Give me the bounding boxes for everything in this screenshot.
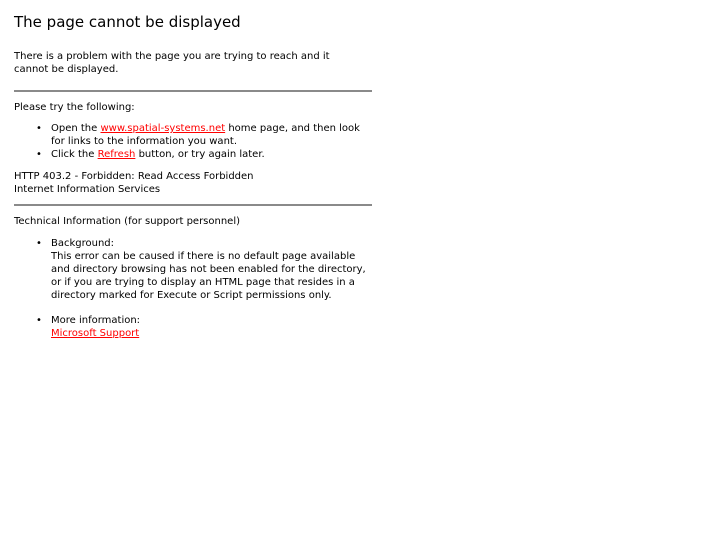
list-item bbox=[14, 237, 373, 302]
bullet-icon: • bbox=[36, 149, 42, 160]
background-label: Background: bbox=[51, 238, 115, 249]
refresh-link[interactable]: Refresh bbox=[97, 149, 136, 160]
bullet-icon: • bbox=[36, 238, 42, 249]
list-item bbox=[14, 148, 373, 161]
divider bbox=[14, 90, 372, 92]
list-item bbox=[14, 314, 373, 340]
microsoft-support-link[interactable]: Microsoft Support bbox=[51, 328, 140, 339]
error-code: HTTP 403.2 - Forbidden: Read Access Forbidden bbox=[14, 171, 254, 182]
intro-text: There is a problem with the page you are trying to reach and it cannot be displayed. bbox=[14, 51, 330, 75]
list-item bbox=[14, 122, 373, 148]
suggestion-text: Open the bbox=[51, 123, 98, 134]
homepage-link[interactable]: www.spatial-systems.net bbox=[100, 123, 226, 134]
more-info-label: More information: bbox=[51, 315, 141, 326]
suggestion-text: home page, and then look for links to the information you want. bbox=[51, 123, 360, 147]
suggestion-text: button, or try again later. bbox=[138, 149, 265, 160]
divider bbox=[14, 204, 372, 206]
bullet-icon: • bbox=[36, 123, 42, 134]
page-title: The page cannot be displayed bbox=[14, 13, 241, 31]
bullet-icon: • bbox=[36, 315, 42, 326]
try-heading: Please try the following: bbox=[14, 102, 135, 113]
background-text: This error can be caused if there is no default page available and directory browsing has not been enabled for the directory, or if you are trying to display an HTML page that resides in a directory marked for Execute or Script permissions only. bbox=[51, 251, 366, 301]
suggestion-list bbox=[14, 122, 394, 161]
server-name: Internet Information Services bbox=[14, 184, 161, 195]
tech-list bbox=[14, 237, 394, 340]
error-page bbox=[14, 12, 394, 340]
tech-heading: Technical Information (for support personnel) bbox=[14, 216, 241, 227]
suggestion-text: Click the bbox=[51, 149, 95, 160]
